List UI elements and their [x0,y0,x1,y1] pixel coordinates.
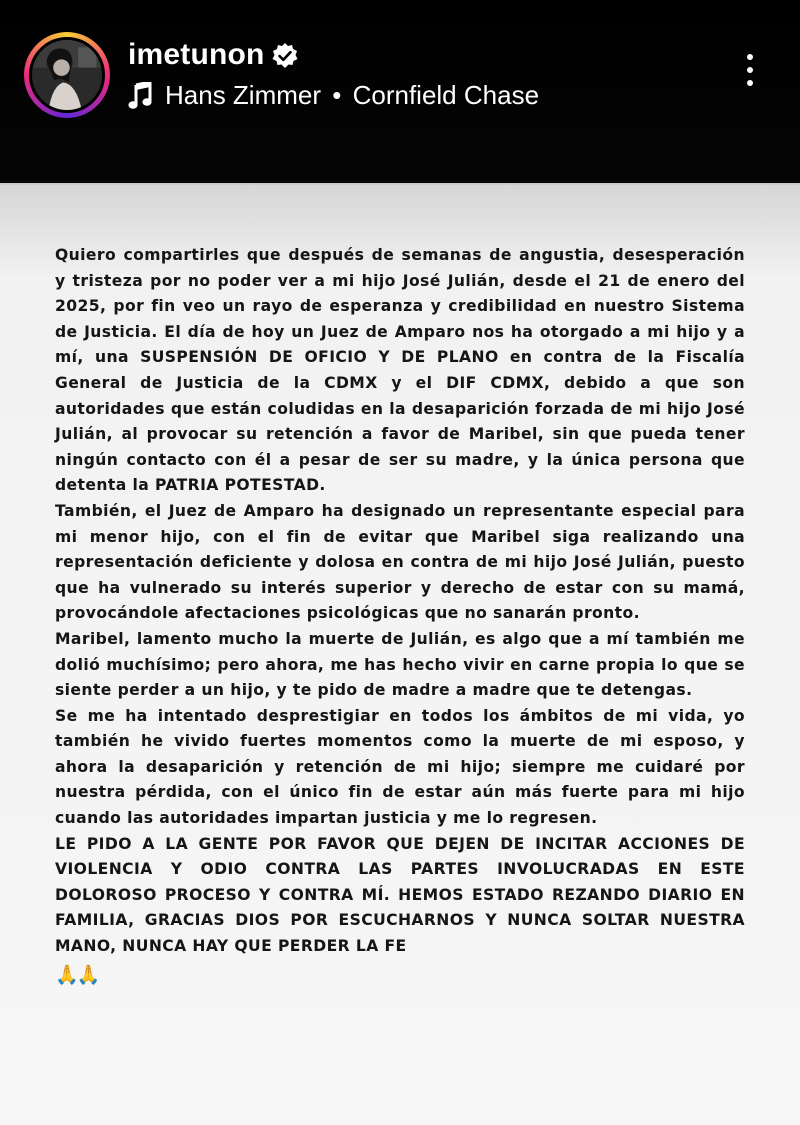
audio-artist: Hans Zimmer [165,80,322,110]
audio-track-title: Cornfield Chase [352,80,540,110]
audio-track[interactable] [165,80,539,111]
post-paragraph-caps: LE PIDO A LA GENTE POR FAVOR QUE DEJEN DE INCITAR ACCIONES DE VIOLENCIA Y ODIO CONTRA LAS PARTES INVOLUCRADAS EN ESTE DOLOROSO PROCESO Y CONTRA MÍ. HEMOS ESTADO REZANDO DIARIO EN FAMILIA, GRACIAS DIOS POR ESCUCHARNOS Y NUNCA SOLTAR NUESTRA MANO, NUNCA HAY QUE PERDER LA FE [55,834,745,956]
avatar[interactable] [29,37,105,113]
avatar-image [32,40,102,110]
post-text [55,243,745,990]
more-options-icon[interactable] [737,54,763,94]
username[interactable]: imetunon [128,38,265,71]
story-header [0,0,800,185]
avatar-ring[interactable] [24,32,110,118]
audio-separator: • [332,80,342,110]
praying-hands-emoji: 🙏🙏 [55,963,99,986]
post-paragraph: También, el Juez de Amparo ha designado un representante especial para mi menor hijo, con el fin de evitar que Maribel siga realizando una representación deficiente y dolosa en contra de mi hijo José Julián, puesto que ha vulnerado su interés superior y derecho de estar con su mamá, provocándole afectaciones psicológicas que no sanarán pronto. [55,501,745,623]
post-paragraph: Se me ha intentado desprestigiar en todos los ámbitos de mi vida, yo también he vivido fuertes momentos como la muerte de mi esposo, y ahora la desaparición y retención de mi hijo; siempre me cuidaré por nuestra pérdida, con el único fin de estar aún más fuerte para mi hijo cuando las autoridades impartan justicia y me lo regresen. [55,706,745,828]
post-image [0,185,800,1125]
post-paragraph: Maribel, lamento mucho la muerte de Julián, es algo que a mí también me dolió muchísimo; pero ahora, me has hecho vivir en carne propia lo que se siente perder a un hijo, y te pido de madre a madre que te detengas. [55,629,745,700]
music-note-icon [128,82,152,110]
verified-badge-icon [271,42,299,70]
post-paragraph: Quiero compartirles que después de semanas de angustia, desesperación y tristeza por no poder ver a mi hijo José Julián, desde el 21 de enero del 2025, por fin veo un rayo de esperanza y credibilidad en nuestro Sistema de Justicia. El día de hoy un Juez de Amparo nos ha otorgado a mi hijo y a mí, una SUSPENSIÓN DE OFICIO Y DE PLANO en contra de la Fiscalía General de Justicia de la CDMX y el DIF CDMX, debido a que son autoridades que están coludidas en la desaparición forzada de mi hijo José Julián, al provocar su retención a favor de Maribel, sin que pueda tener ningún contacto con él a pesar de ser su madre, y la única persona que detenta la PATRIA POTESTAD. [55,246,745,495]
